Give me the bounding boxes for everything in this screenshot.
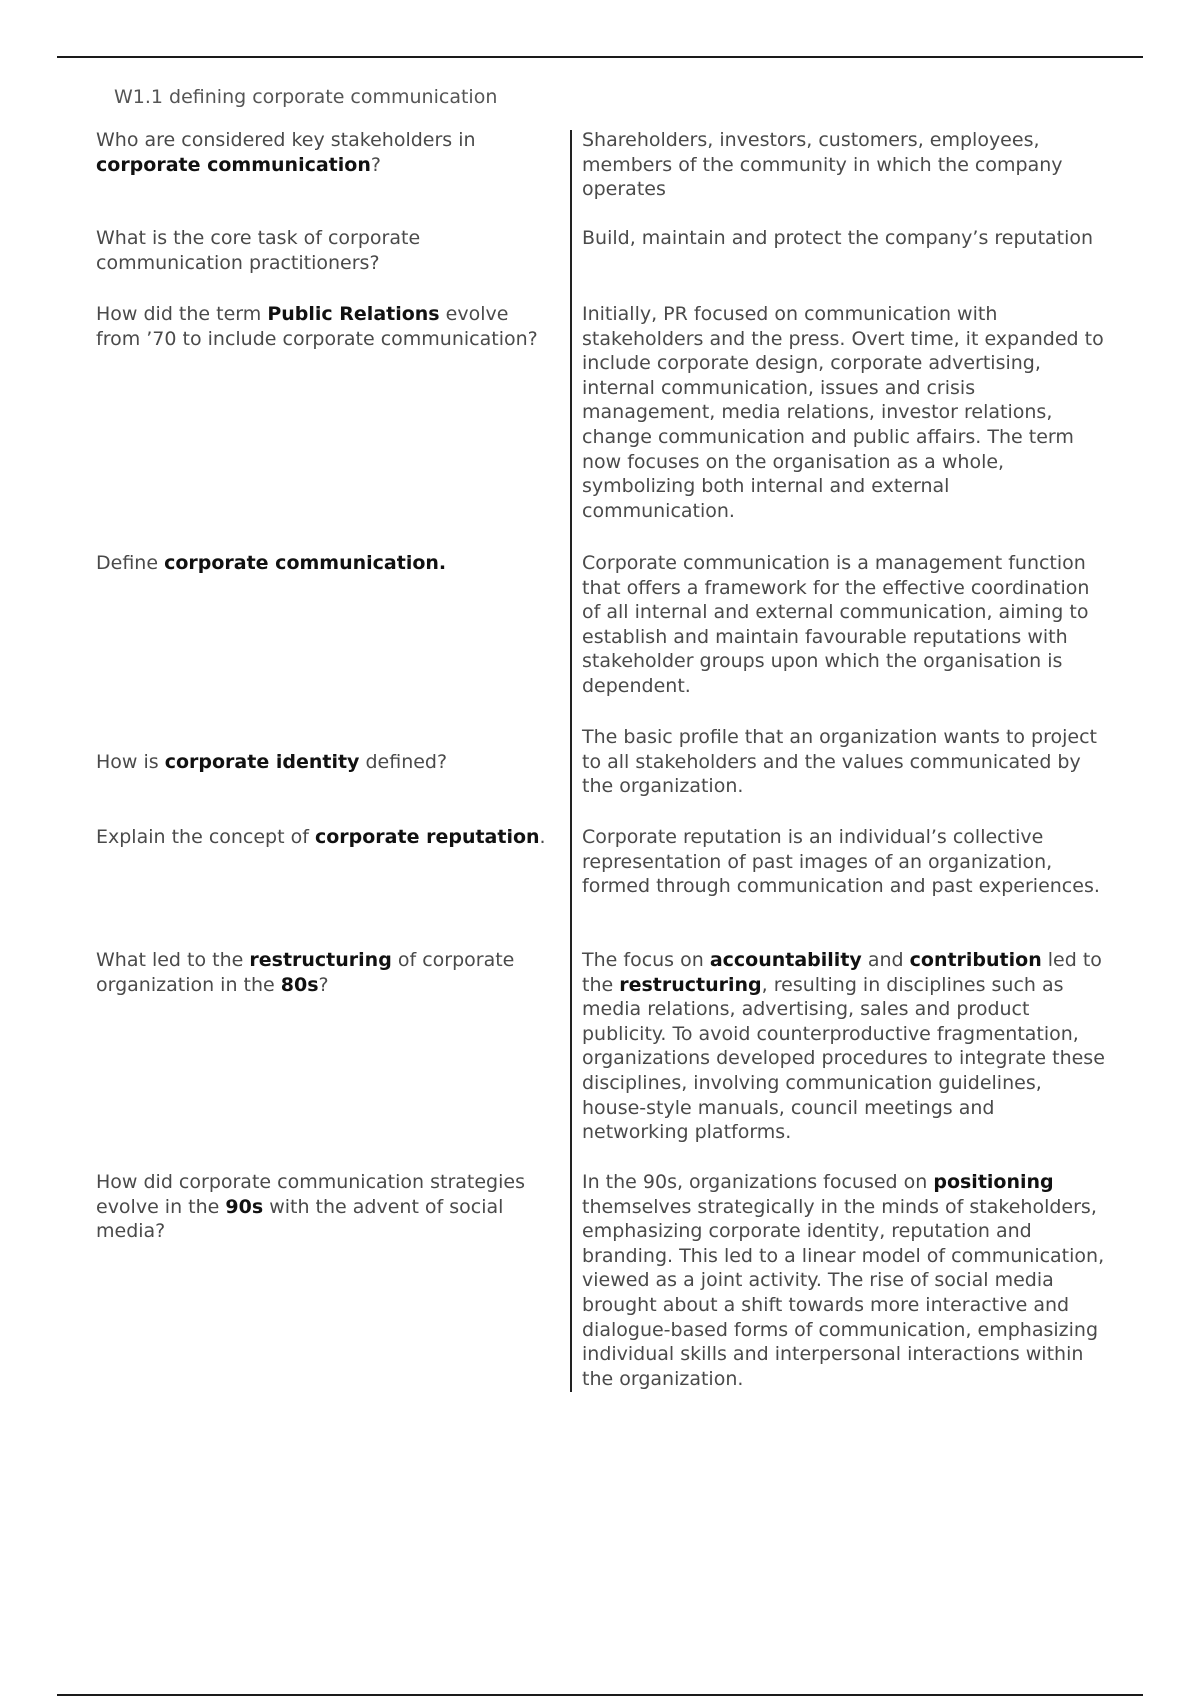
question-restructuring: What led to the restructuring of corporate organization in the 80s? — [96, 949, 515, 996]
bold-term: contribution — [909, 949, 1042, 971]
answer-stakeholders: Shareholders, investors, customers, employees, members of the community in which the company operates — [582, 129, 1063, 201]
bold-term: corporate communication — [96, 153, 371, 176]
top-rule — [57, 56, 1143, 58]
answer-public-relations: Initially, PR focused on communication with stakeholders and the press. Overt time, it expanded to include corporate design, corporate advertising, internal communication, issues and crisis management, media relations, investor relations, change communication and public affairs. The term now focuses on the organisation as a whole, symbolizing both internal and external communication. — [582, 303, 1104, 522]
bottom-rule — [57, 1694, 1143, 1696]
bold-term: accountability — [709, 949, 862, 971]
page-title: W1.1 defining corporate communication — [114, 86, 498, 108]
question-core-task: What is the core task of corporate communication practitioners? — [96, 227, 421, 274]
question-corporate-identity: How is corporate identity defined? — [96, 751, 448, 773]
bold-term: 90s — [225, 1195, 264, 1218]
answer-core-task: Build, maintain and protect the company’s reputation — [582, 227, 1094, 249]
question-define-cc: Define corporate communication. — [96, 552, 447, 574]
answer-restructuring: The focus on accountability and contribution led to the restructuring, resulting in disciplines such as media relations, advertising, sales and product publicity. To avoid counterproductive fragmentation, organizations developed procedures to integrate these disciplines, involving communication guidelines, house-style manuals, council meetings and networking platforms. — [582, 949, 1105, 1144]
answer-corporate-identity: The basic profile that an organization wants to project to all stakeholders and the values communicated by the organization. — [582, 726, 1097, 798]
bold-term: restructuring — [249, 949, 392, 971]
bold-term: 80s — [280, 973, 319, 996]
answer-define-cc: Corporate communication is a management function that offers a framework for the effective coordination of all internal and external communication, aiming to establish and maintain favourable reputations with stakeholder groups upon which the organisation is dependent. — [582, 552, 1090, 697]
bold-term: Public Relations — [267, 303, 440, 325]
question-90s: How did corporate communication strategies evolve in the 90s with the advent of social media? — [96, 1171, 525, 1243]
question-stakeholders: Who are considered key stakeholders in corporate communication? — [96, 129, 476, 176]
question-corporate-reputation: Explain the concept of corporate reputation. — [96, 826, 546, 848]
bold-term: corporate communication. — [164, 552, 447, 574]
bold-term: corporate identity — [164, 751, 360, 773]
bold-term: positioning — [933, 1171, 1054, 1193]
answer-90s: In the 90s, organizations focused on positioning themselves strategically in the minds of stakeholders, emphasizing corporate identity, reputation and branding. This led to a linear model of communication, viewed as a joint activity. The rise of social media brought about a shift towards more interactive and dialogue-based forms of communication, emphasizing individual skills and interpersonal interactions within the organization. — [582, 1171, 1105, 1390]
bold-term: restructuring — [619, 973, 762, 996]
column-divider — [570, 130, 572, 1392]
answer-corporate-reputation: Corporate reputation is an individual’s collective representation of past images of an organization, formed through communication and past experiences. — [582, 826, 1100, 898]
question-public-relations: How did the term Public Relations evolve from ’70 to include corporate communication? — [96, 303, 538, 350]
bold-term: corporate reputation — [314, 826, 540, 848]
